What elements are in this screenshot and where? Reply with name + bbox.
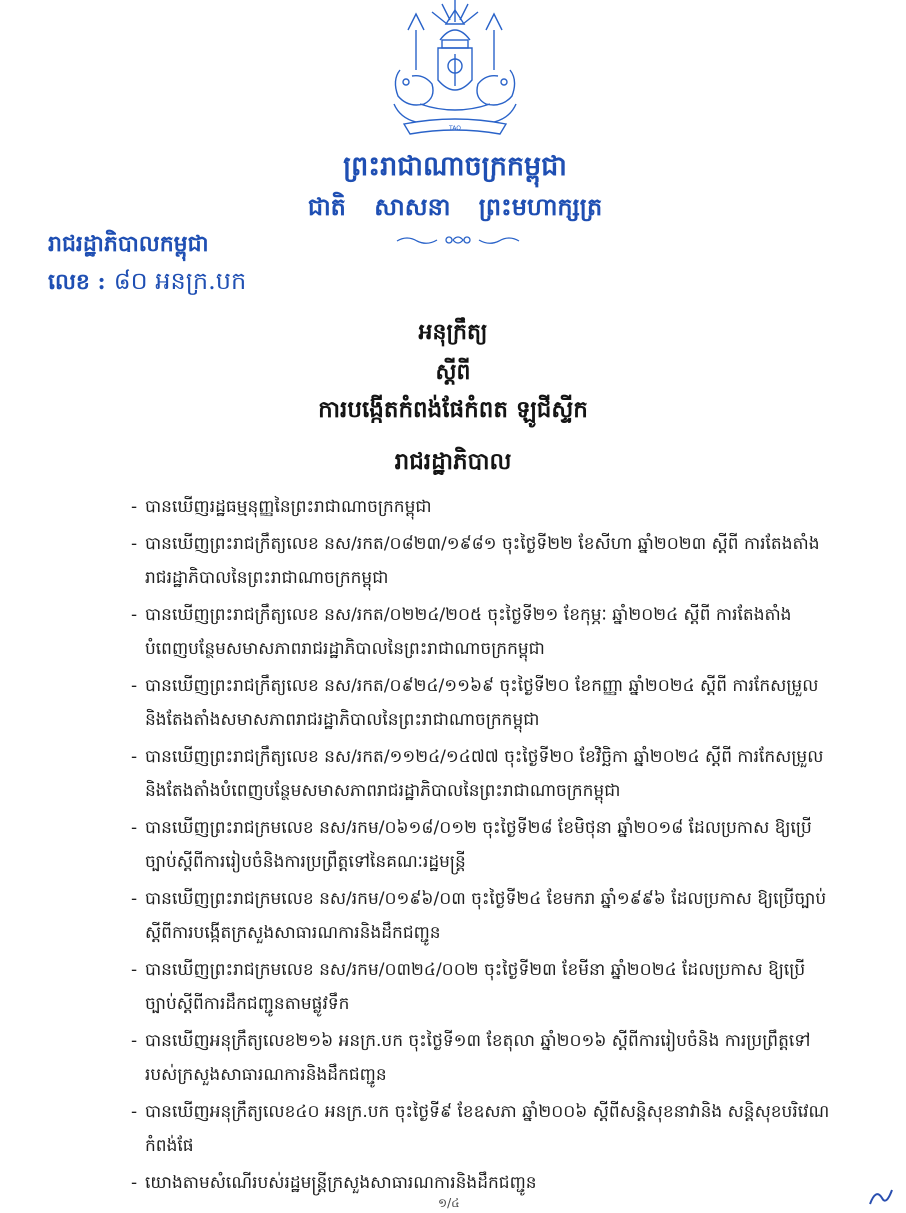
preamble-list — [131, 490, 831, 1203]
handwritten-initial-icon — [866, 1186, 896, 1208]
list-item: - បានឃើញព្រះរាជក្រមលេខ នស/រកម/០១៩៦/០៣ ចុះថ្ងៃទី២៤ ខែមករា ឆ្នាំ១៩៩៦ ដែលប្រកាស ឱ្យប្រើច្បាប់ស្តីពីការបង្កើតក្រសួងសាធារណការនិងដឹកជញ្ជូន — [131, 882, 831, 950]
royal-arms-emblem — [380, 0, 530, 142]
list-item: - បានឃើញព្រះរាជក្រឹត្យលេខ នស/រកត/១១២៤/១៤៧៧ ចុះថ្ងៃទី២០ ខែវិច្ឆិកា ឆ្នាំ២០២៤ ស្តីពី ការកែសម្រួលនិងតែងតាំងបំពេញបន្ថែមសមាសភាពរាជរដ្ឋាភិបាលនៃព្រះរាជាណាចក្រកម្ពុជា — [131, 740, 831, 808]
list-item: - បានឃើញព្រះរាជក្រមលេខ នស/រកម/០៣២៤/០០២ ចុះថ្ងៃទី២៣ ខែមីនា ឆ្នាំ២០២៤ ដែលប្រកាស ឱ្យប្រើច្បាប់ស្តីពីការដឹកជញ្ជូនតាមផ្លូវទឹក — [131, 953, 831, 1021]
reference-number — [48, 266, 246, 301]
decree-subject: ការបង្កើតកំពង់ផែកំពត ឡូជីស្ទីក — [318, 396, 588, 423]
list-item: - បានឃើញរដ្ឋធម្មនុញ្ញនៃព្រះរាជាណាចក្រកម្ពុជា — [131, 490, 831, 524]
list-item: - បានឃើញអនុក្រឹត្យលេខ៤០ អនក្រ.បក ចុះថ្ងៃទី៩ ខែឧសភា ឆ្នាំ២០០៦ ស្តីពីសន្តិសុខនាវានិង សន្តិសុខបរិវេណកំពង់ផែ — [131, 1095, 831, 1163]
ornament-divider-icon — [393, 232, 523, 248]
kingdom-name: ព្រះរាជាណាចក្រកម្ពុជា — [343, 151, 567, 182]
about-heading: ស្តីពី — [435, 359, 471, 385]
ribbon-text: TAO — [449, 125, 461, 132]
national-motto: ជាតិ សាសនា ព្រះមហាក្សត្រ — [307, 192, 603, 221]
royal-arms-of-cambodia-icon — [380, 0, 530, 142]
list-item: - បានឃើញព្រះរាជក្រមលេខ នស/រកម/០៦១៨/០១២ ចុះថ្ងៃទី២៨ ខែមិថុនា ឆ្នាំ២០១៨ ដែលប្រកាស ឱ្យប្រើច្បាប់ស្តីពីការរៀបចំនិងការប្រព្រឹត្តទៅនៃគណៈរដ្ឋមន្ត្រី — [131, 811, 831, 879]
list-item: - បានឃើញព្រះរាជក្រឹត្យលេខ នស/រកត/០៨២៣/១៩៨១ ចុះថ្ងៃទី២២ ខែសីហា ឆ្នាំ២០២៣ ស្តីពី ការតែងតាំងរាជរដ្ឋាភិបាលនៃព្រះរាជាណាចក្រកម្ពុជា — [131, 527, 831, 595]
issuer-heading: រាជរដ្ឋាភិបាល — [394, 448, 512, 475]
reference-value: ៨០ អនក្រ.បក — [113, 267, 247, 295]
list-item: - បានឃើញព្រះរាជក្រឹត្យលេខ នស/រកត/០២២៤/២០៥ ចុះថ្ងៃទី២១ ខែកុម្ភៈ ឆ្នាំ២០២៤ ស្តីពី ការតែងតាំងបំពេញបន្ថែមសមាសភាពរាជរដ្ឋាភិបាលនៃព្រះរាជាណាចក្រកម្ពុជា — [131, 598, 831, 666]
government-name: រាជរដ្ឋាភិបាលកម្ពុជា — [48, 231, 209, 257]
list-item: - បានឃើញព្រះរាជក្រឹត្យលេខ នស/រកត/០៩២៤/១១៦៩ ចុះថ្ងៃទី២០ ខែកញ្ញា ឆ្នាំ២០២៤ ស្តីពី ការកែសម្រួលនិងតែងតាំងសមាសភាពរាជរដ្ឋាភិបាលនៃព្រះរាជាណាចក្រកម្ពុជា — [131, 669, 831, 737]
list-item: - យោងតាមសំណើរបស់រដ្ឋមន្ត្រីក្រសួងសាធារណការនិងដឹកជញ្ជូន — [131, 1166, 831, 1200]
reference-label: លេខ : — [48, 269, 106, 295]
list-item: - បានឃើញអនុក្រឹត្យលេខ២១៦ អនក្រ.បក ចុះថ្ងៃទី១៣ ខែតុលា ឆ្នាំ២០១៦ ស្តីពីការរៀបចំនិង ការប្រព្រឹត្តទៅរបស់ក្រសួងសាធារណការនិងដឹកជញ្ជូន — [131, 1024, 831, 1092]
page-number: ១/៤ — [438, 1196, 460, 1210]
document-type-heading: អនុក្រឹត្យ — [418, 319, 488, 345]
